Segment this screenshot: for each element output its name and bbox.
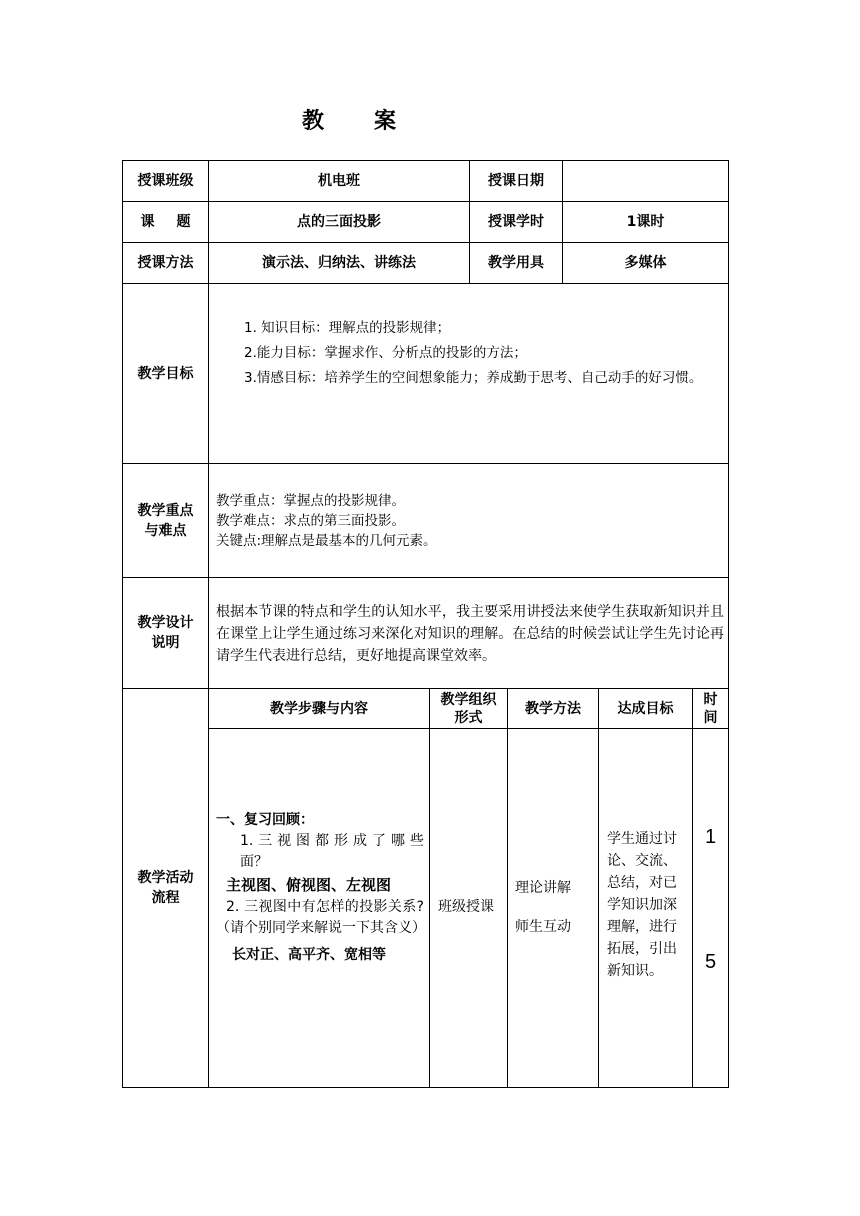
method-label: 授课方法 xyxy=(137,255,194,271)
answer-2: 长对正、高平齐、宽相等 xyxy=(232,947,386,963)
key-points-text xyxy=(216,491,724,551)
tools-value: 多媒体 xyxy=(624,255,667,271)
key-point-3: 关键点:理解点是最基本的几何元素。 xyxy=(216,533,437,549)
method-value-1: 理论讲解 xyxy=(515,880,571,896)
topic-value: 点的三面投影 xyxy=(297,214,381,230)
section-heading: 一、复习回顾： xyxy=(216,812,314,828)
tools-label: 教学用具 xyxy=(488,255,544,271)
date-value xyxy=(563,161,728,201)
header-goal: 达成目标 xyxy=(617,700,674,717)
question-2: 2. 三视图中有怎样的投影关系?（请个别同学来解说一下其含义） xyxy=(216,899,426,936)
method-values xyxy=(515,878,595,937)
objective-item-1: 1. 知识目标：理解点的投影规律； xyxy=(244,320,451,336)
design-label: 教学设计 说明 xyxy=(137,615,194,651)
steps-content xyxy=(216,810,424,966)
hours-label: 授课学时 xyxy=(488,214,544,230)
answer-1: 主视图、俯视图、左视图 xyxy=(226,876,392,894)
method-value-2: 师生互动 xyxy=(515,919,571,935)
objectives-list xyxy=(216,316,724,391)
key-point-2: 教学难点：求点的第三面投影。 xyxy=(216,513,405,529)
class-label: 授课班级 xyxy=(137,173,194,189)
header-time: 时 间 xyxy=(703,691,718,726)
header-steps: 教学步骤与内容 xyxy=(270,700,368,717)
date-label: 授课日期 xyxy=(488,173,544,189)
key-points-label: 教学重点 与难点 xyxy=(137,502,194,539)
method-value: 演示法、归纳法、讲练法 xyxy=(262,255,416,271)
title-char-1: 教 xyxy=(301,109,326,134)
org-value: 班级授课 xyxy=(438,899,494,915)
time-digit-1: 1 xyxy=(704,826,717,848)
header-method: 教学方法 xyxy=(525,700,581,717)
class-value: 机电班 xyxy=(318,173,360,189)
title-char-2: 案 xyxy=(374,109,399,134)
objective-item-2: 2.能力目标：掌握求作、分析点的投影的方法； xyxy=(244,345,527,361)
design-text: 根据本节课的特点和学生的认知水平，我主要采用讲授法来使学生获取新知识并且在课堂上让学生通过练习来深化对知识的理解。在总结的时候尝试让学生先讨论再请学生代表进行总结，更好地提高课堂效率。 xyxy=(216,604,724,664)
objective-item-3: 3.情感目标：培养学生的空间想象能力；养成勤于思考、自己动手的好习惯。 xyxy=(244,370,703,386)
time-digit-2: 5 xyxy=(704,951,717,973)
key-point-1: 教学重点：掌握点的投影规律。 xyxy=(216,493,405,509)
goal-value: 学生通过讨论、交流、总结，对已学知识加深理解，进行拓展，引出新知识。 xyxy=(607,831,677,979)
header-org: 教学组织 形式 xyxy=(440,691,497,726)
question-1: 1. 三 视 图 都 形 成 了 哪 些 面？ xyxy=(240,833,424,870)
activity-label: 教学活动 流程 xyxy=(137,870,194,906)
hours-value: 1课时 xyxy=(626,214,665,230)
topic-label: 课 题 xyxy=(140,214,191,230)
objectives-label: 教学目标 xyxy=(137,365,194,382)
